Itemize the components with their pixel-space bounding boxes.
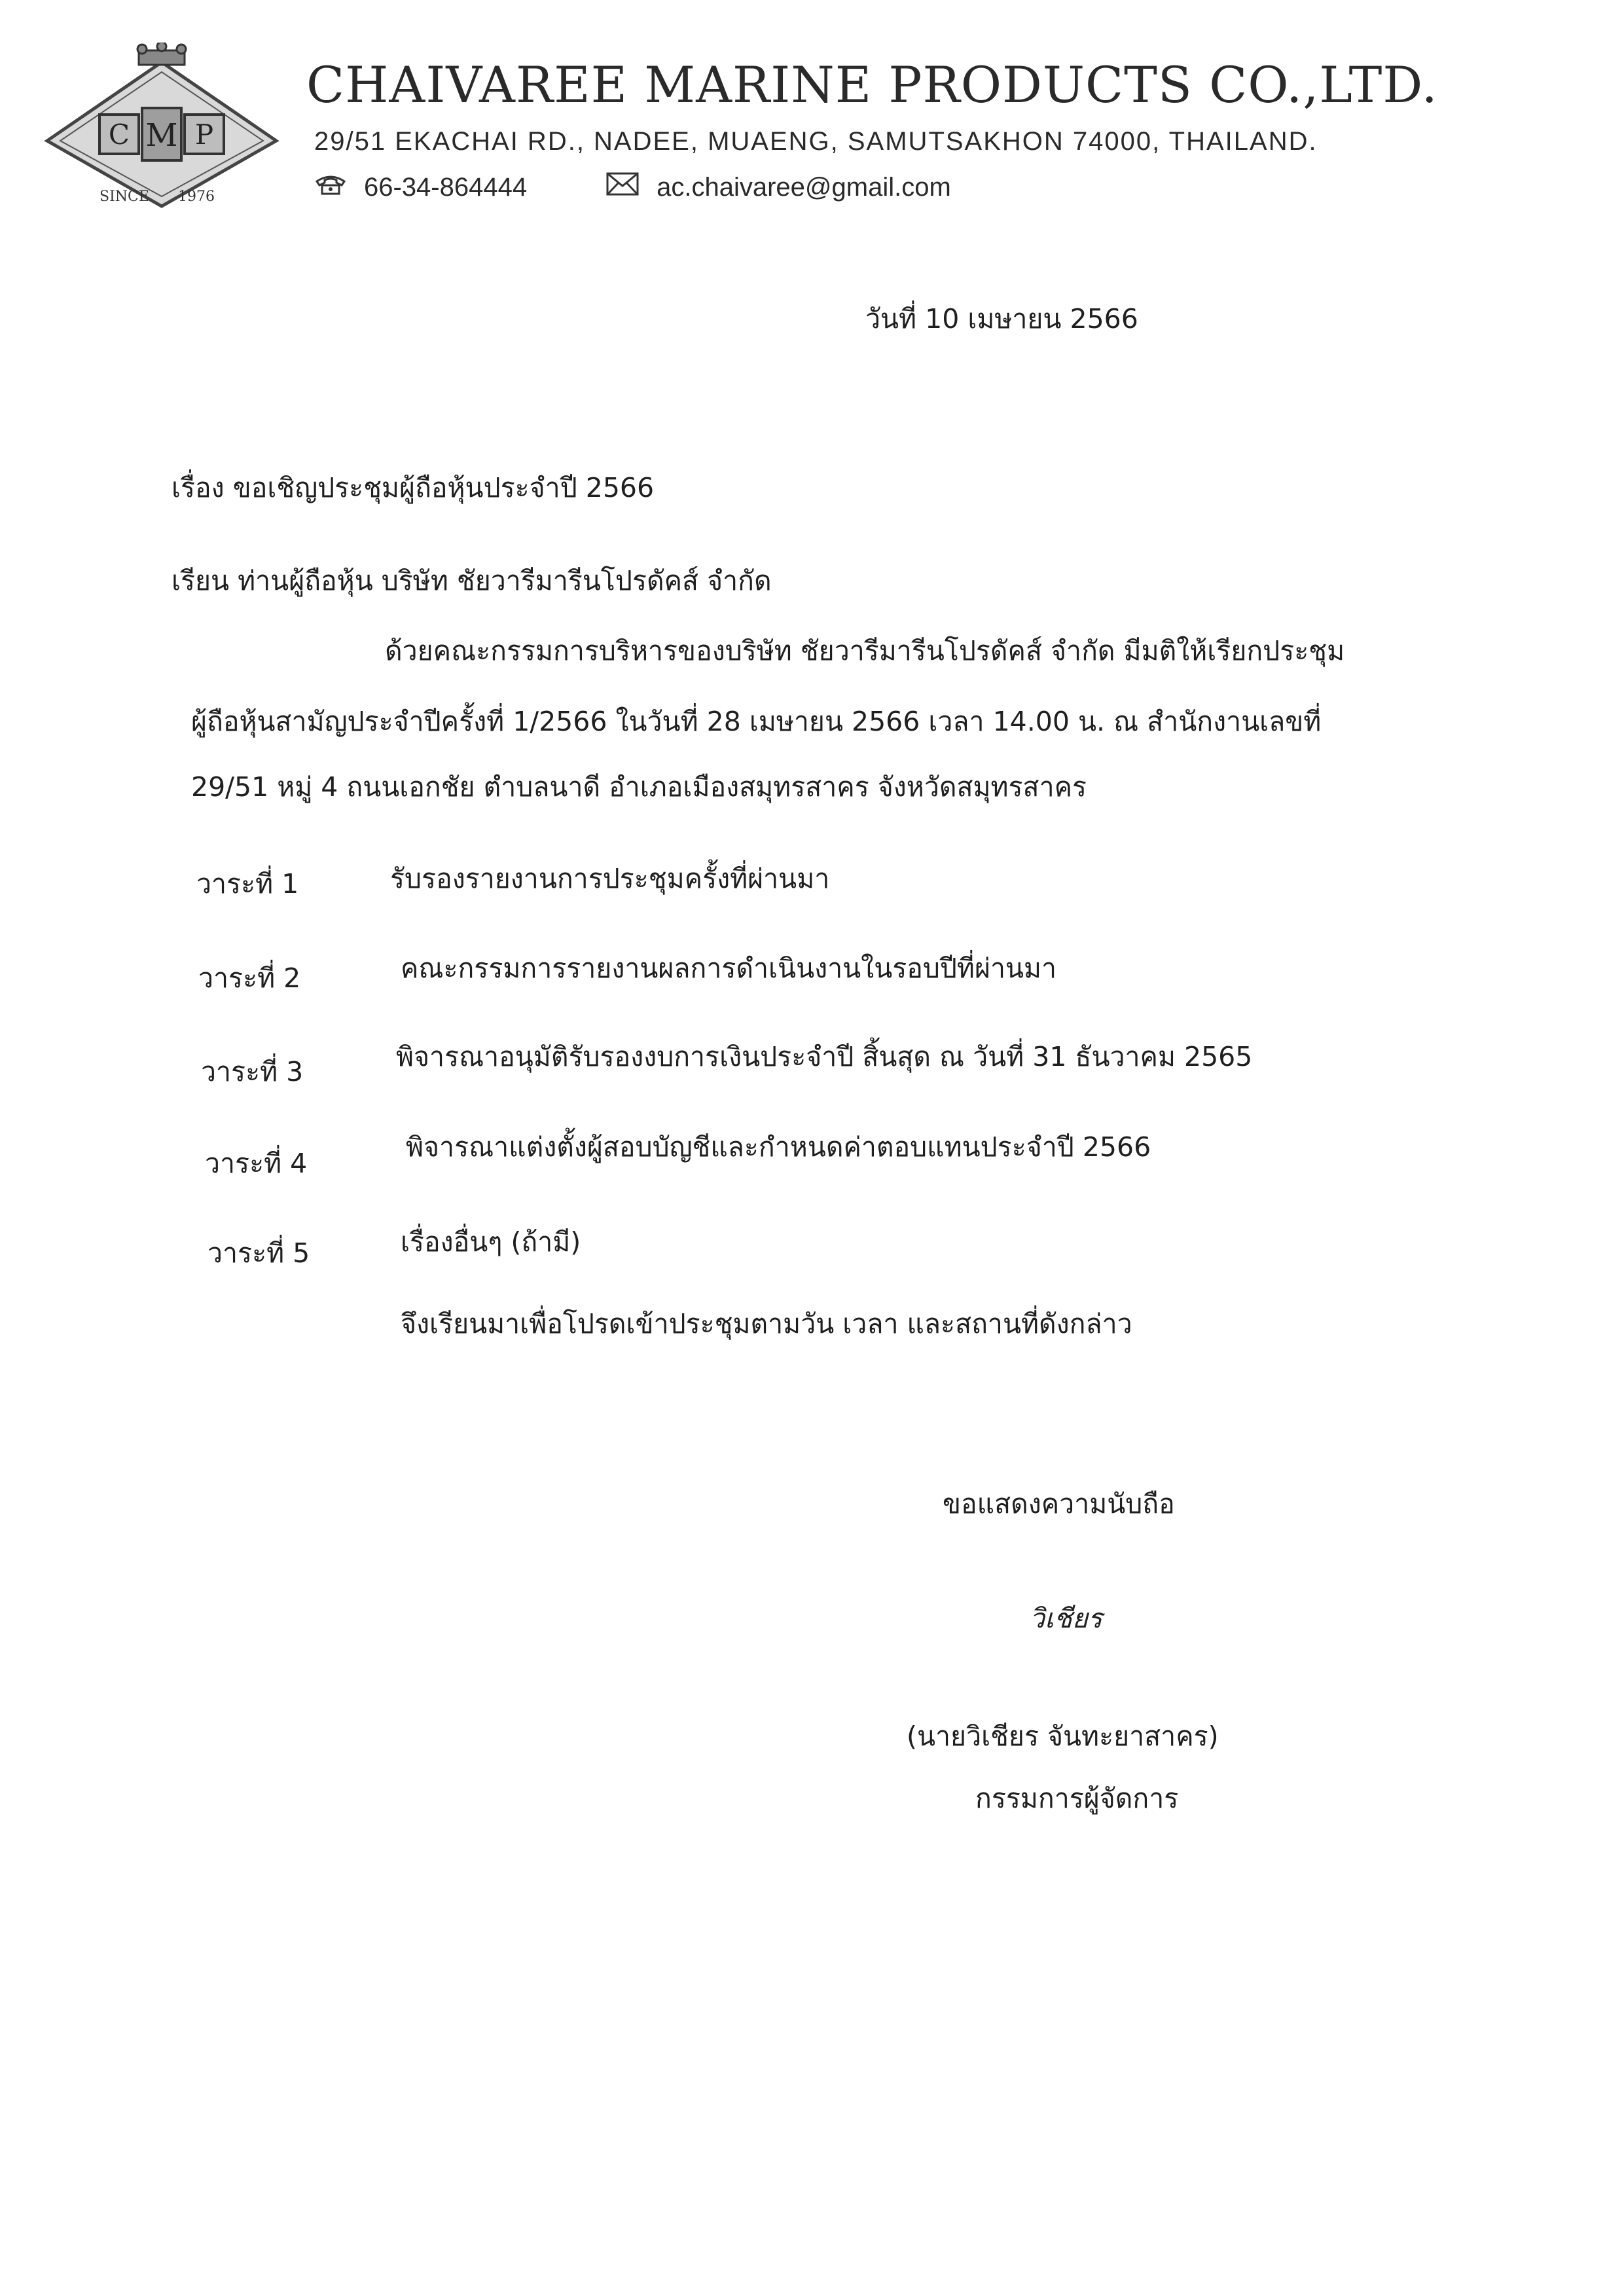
letter-date: วันที่ 10 เมษายน 2566 <box>865 303 1138 335</box>
signer-name: (นายวิเชียร จันทะยาสาคร) <box>907 1721 1219 1752</box>
logo-letter-c: C <box>108 118 130 151</box>
signature: วิเชียร <box>1030 1603 1102 1634</box>
agenda-item-4-label: วาระที่ 4 <box>205 1148 308 1179</box>
agenda-item-5-label: วาระที่ 5 <box>208 1237 310 1269</box>
agenda-item-3-text: พิจารณาอนุมัติรับรองงบการเงินประจำปี สิ้นสุด ณ วันที่ 31 ธันวาคม 2565 <box>396 1041 1253 1072</box>
crown-icon <box>137 43 186 65</box>
paragraph-line-1: ด้วยคณะกรรมการบริหารของบริษัท ชัยวารีมารีนโปรดัคส์ จำกัด มีมติให้เรียกประชุม <box>385 635 1345 666</box>
agenda-item-2-label: วาระที่ 2 <box>198 962 301 994</box>
telephone-icon <box>314 172 347 202</box>
paragraph-line-2: ผู้ถือหุ้นสามัญประจำปีครั้งที่ 1/2566 ในวันที่ 28 เมษายน 2566 เวลา 14.00 น. ณ สำนักงานเลขที่ <box>191 706 1322 737</box>
company-address: 29/51 EKACHAI RD., NADEE, MUAENG, SAMUTSAKHON 74000, THAILAND. <box>314 127 1318 156</box>
email-address: ac.chaivaree@gmail.com <box>657 172 951 202</box>
logo-year: 1976 <box>178 189 215 205</box>
envelope-icon <box>605 172 640 203</box>
phone-number: 66-34-864444 <box>364 172 528 202</box>
company-logo <box>41 43 283 213</box>
agenda-item-2-text: คณะกรรมการรายงานผลการดำเนินงานในรอบปีที่ผ่านมา <box>401 953 1057 984</box>
logo-letter-m: M <box>145 117 178 154</box>
paragraph-line-3: 29/51 หมู่ 4 ถนนเอกชัย ตำบลนาดี อำเภอเมืองสมุทรสาคร จังหวัดสมุทรสาคร <box>191 771 1087 803</box>
agenda-item-1-text: รับรองรายงานการประชุมครั้งที่ผ่านมา <box>390 863 830 894</box>
logo-since: SINCE <box>99 189 149 205</box>
closing-sentence: จึงเรียนมาเพื่อโปรดเข้าประชุมตามวัน เวลา และสถานที่ดังกล่าว <box>401 1308 1132 1339</box>
letter-salutation: เรียน ท่านผู้ถือหุ้น บริษัท ชัยวารีมารีนโปรดัคส์ จำกัด <box>171 565 772 596</box>
complimentary-close: ขอแสดงความนับถือ <box>943 1488 1175 1520</box>
agenda-item-4-text: พิจารณาแต่งตั้งผู้สอบบัญชีและกำหนดค่าตอบแทนประจำปี 2566 <box>406 1131 1151 1163</box>
contact-row <box>314 172 951 203</box>
agenda-item-5-text: เรื่องอื่นๆ (ถ้ามี) <box>401 1226 581 1258</box>
agenda-item-1-label: วาระที่ 1 <box>196 868 299 900</box>
agenda-item-3-label: วาระที่ 3 <box>201 1056 304 1087</box>
company-name: CHAIVAREE MARINE PRODUCTS CO.,LTD. <box>306 56 1438 114</box>
logo-letter-p: P <box>194 118 214 151</box>
signer-title: กรรมการผู้จัดการ <box>975 1783 1179 1814</box>
letter-subject: เรื่อง ขอเชิญประชุมผู้ถือหุ้นประจำปี 2566 <box>171 472 655 503</box>
